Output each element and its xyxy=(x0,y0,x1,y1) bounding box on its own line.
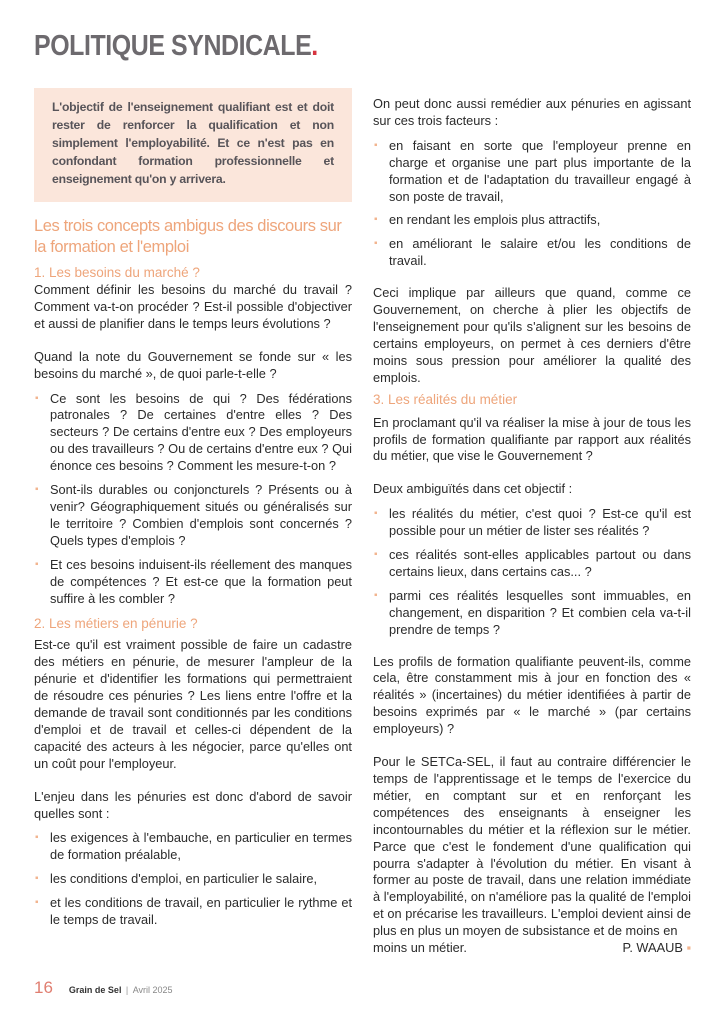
paragraph: Les profils de formation qualifiante peuvent-ils, comme cela, être constamment mis à jour en fonction des « réalités » (incertaines) du métier identifiées à partir de besoins exprimés par « le marché » (par certains employeurs) ? xyxy=(373,653,691,737)
bullet-list xyxy=(373,506,691,638)
paragraph: Comment définir les besoins du marché du travail ? Comment va-t-on procéder ? Est-il possible d'objectiver et aussi de planifier dans le temps leurs évolutions ? xyxy=(34,282,352,331)
list-item: ▪ les exigences à l'embauche, en particulier en termes de formation préalable, xyxy=(35,830,352,863)
list-item: ▪ Ce sont les besoins de qui ? Des fédérations patronales ? De certaines d'entre elles ? Des secteurs ? De certains d'entre eux ? Des employeurs ou des travailleurs ? Ou de certains d'entre eux ? Qui énonce ces besoins ? Comment les mesure-t-on ? xyxy=(35,390,352,474)
issue-date: Avril 2025 xyxy=(132,985,173,995)
paragraph: Est-ce qu'il est vraiment possible de faire un cadastre des métiers en pénurie, de mesurer l'ampleur de la pénurie et d'identifier les formations qui permettraient de résoudre ces pénuries ? Les liens entre l'offre et la demande de travail sont conditionnés par les conditions d'emploi et de travail et celles-ci dépendent de la capacité des acteurs à les négocier, parce qu'elles ont un coût pour l'employeur. xyxy=(34,637,352,771)
subsection-1-title: 1. Les besoins du marché ? xyxy=(34,265,200,280)
bullet-list xyxy=(373,138,691,270)
list-item: ▪ les réalités du métier, c'est quoi ? Est-ce qu'il est possible pour un métier de lister ses réalités ? xyxy=(374,506,691,539)
paragraph: Ceci implique par ailleurs que quand, comme ce Gouvernement, on cherche à plier les objectifs de l'enseignement pour qu'ils s'alignent sur les besoins de certains employeurs, on permet à ces derniers d'être moins sous pression pour améliorer la qualité des emplois. xyxy=(373,285,691,385)
bullet-icon: ▪ xyxy=(35,558,39,570)
right-column xyxy=(373,96,691,957)
list-item: ▪ en améliorant le salaire et/ou les conditions de travail. xyxy=(374,236,691,269)
title-red-dot: . xyxy=(311,30,318,62)
bullet-icon: ▪ xyxy=(374,214,378,226)
paragraph: Deux ambiguïtés dans cet objectif : xyxy=(373,481,573,497)
list-item: ▪ en rendant les emplois plus attractifs, xyxy=(374,212,601,228)
paragraph: On peut donc aussi remédier aux pénuries en agissant sur ces trois facteurs : xyxy=(373,96,691,128)
paragraph: Quand la note du Gouvernement se fonde sur « les besoins du marché », de quoi parle-t-elle ? xyxy=(34,348,352,381)
intro-text: L'objectif de l'enseignement qualifiant est et doit rester de renforcer la qualification et non simplement l'employabilité. Et ce n'est pas en confondant formation professionnelle et enseignement qu'on y arrivera. xyxy=(52,100,334,186)
intro-callout-box xyxy=(34,88,352,202)
bullet-icon: ▪ xyxy=(374,139,378,151)
page-number: 16 xyxy=(34,978,53,997)
bullet-list xyxy=(34,830,352,929)
paragraph: L'enjeu dans les pénuries est donc d'abord de savoir quelles sont : xyxy=(34,788,352,821)
list-item: ▪ parmi ces réalités lesquelles sont immuables, en changement, en disparition ? Et combien cela va-t-il prendre de temps ? xyxy=(374,587,691,637)
page-title-text: POLITIQUE SYNDICALE xyxy=(34,30,312,62)
left-column xyxy=(34,88,352,936)
bullet-list xyxy=(34,391,352,608)
closing-line: moins un métier. P. WAAUB ▪ xyxy=(373,940,691,956)
list-item: ▪ Et ces besoins induisent-ils réellement des manques de compétences ? Et est-ce que la formation peut suffire à les combler ? xyxy=(35,556,352,606)
section-title: Les trois concepts ambigus des discours sur la formation et l'emploi xyxy=(34,217,342,256)
bullet-icon: ▪ xyxy=(35,897,39,909)
author-signature: P. WAAUB xyxy=(622,940,683,956)
bullet-icon: ▪ xyxy=(35,832,39,844)
subsection-2-title: 2. Les métiers en pénurie ? xyxy=(34,616,198,632)
bullet-icon: ▪ xyxy=(374,238,378,250)
bullet-icon: ▪ xyxy=(35,392,39,404)
bullet-icon: ▪ xyxy=(374,508,378,520)
list-item: ▪ en faisant en sorte que l'employeur prenne en charge et organise une part plus importante de la formation et de l'adaptation du travailleur engagé à son poste de travail, xyxy=(374,137,691,204)
page-title xyxy=(34,30,318,63)
list-item: ▪ les conditions d'emploi, en particulier le salaire, xyxy=(35,871,318,887)
end-mark-icon: ▪ xyxy=(686,940,691,956)
bullet-icon: ▪ xyxy=(374,549,378,561)
paragraph: En proclamant qu'il va réaliser la mise à jour de tous les profils de formation qualifiante par rapport aux réalités du métier, que vise le Gouvernement ? xyxy=(373,414,691,464)
list-item: ▪ Sont-ils durables ou conjoncturels ? Présents ou à venir? Géographiquement situés ou généralisés sur le territoire ? Combien d'emplois sont concernés ? Quels types d'emplois ? xyxy=(35,482,352,548)
subsection-3-title: 3. Les réalités du métier xyxy=(373,391,518,407)
bullet-icon: ▪ xyxy=(35,484,39,496)
paragraph: Pour le SETCa-SEL, il faut au contraire différencier le temps de l'apprentissage et le temps de l'exercice du métier, en comptant sur et en renforçant les compétences des enseignants à enseigner les incontournables du métier et la réflexion sur le métier. Parce que c'est le fondement d'une qualification qui pourra s'adapter à l'évolution du métier. En visant à former au poste de travail, dans une relation immédiate à l'employabilité, on n'améliore pas la qualité de l'emploi et on précarise les travailleurs. L'emploi devient ainsi de plus en plus un moyen de subsistance et de moins en xyxy=(373,754,691,939)
page-footer: 16 Grain de Sel | Avril 2025 xyxy=(34,978,173,997)
list-item: ▪ ces réalités sont-elles applicables partout ou dans certains lieux, dans certains cas... ? xyxy=(374,547,691,579)
publication-name: Grain de Sel xyxy=(68,985,122,995)
bullet-icon: ▪ xyxy=(35,873,39,885)
bullet-icon: ▪ xyxy=(374,589,378,601)
list-item: ▪ et les conditions de travail, en particulier le rythme et le temps de travail. xyxy=(35,895,352,928)
